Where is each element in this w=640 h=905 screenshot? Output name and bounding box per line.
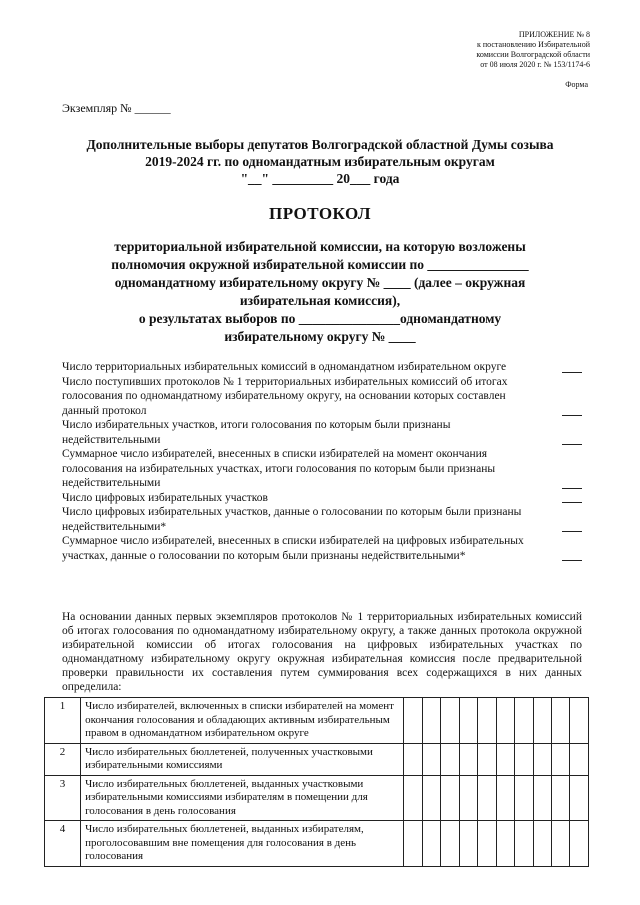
table-row <box>45 743 589 775</box>
digit-cell <box>570 775 589 821</box>
appendix-line: комиссии Волгоградской области <box>476 50 590 59</box>
digit-cell <box>422 743 440 775</box>
digit-cell <box>422 698 440 744</box>
stat-item <box>62 447 582 491</box>
digit-cell <box>404 775 422 821</box>
subtitle-line: избирательному округу № ____ <box>224 329 416 344</box>
appendix-title: ПРИЛОЖЕНИЕ № 8 <box>518 30 590 39</box>
stat-blank <box>562 531 582 532</box>
digit-cell <box>496 821 514 867</box>
digit-cell <box>478 698 496 744</box>
stat-blank <box>562 415 582 416</box>
digit-cell <box>478 775 496 821</box>
table-row <box>45 698 589 744</box>
digit-cell <box>441 698 459 744</box>
digit-cell <box>496 743 514 775</box>
digit-cell <box>459 775 477 821</box>
digit-cell <box>404 698 422 744</box>
subtitle-line: о результатах выборов по _______________одномандатному <box>138 311 502 326</box>
stat-item <box>62 534 582 563</box>
row-label: Число избирательных бюллетеней, выданных участковыми избирательными комиссиями избирателям в помещении для голосования в день голосования <box>81 775 404 821</box>
stat-label: Число цифровых избирательных участков, данные о голосовании по которым были признаны недействительными* <box>62 506 522 533</box>
row-label: Число избирателей, включенных в списки избирателей на момент окончания голосования и обладающих активным избирательным правом в одномандатном избирательном округе <box>81 698 404 744</box>
digit-cell <box>496 775 514 821</box>
stat-label: Число цифровых избирательных участков <box>62 491 268 504</box>
digit-cell <box>515 743 533 775</box>
digit-cell <box>404 743 422 775</box>
stat-label: Число поступивших протоколов № 1 территориальных избирательных комиссий об итогах голосования по одномандатному избирательному округу, на основании которых составлен данный протокол <box>62 375 508 417</box>
stat-blank <box>562 502 582 503</box>
row-number: 1 <box>45 698 81 744</box>
stat-item <box>62 360 582 375</box>
row-number: 4 <box>45 821 81 867</box>
stat-item <box>62 491 582 506</box>
appendix-header <box>400 30 590 70</box>
digit-cell <box>515 775 533 821</box>
digit-cell <box>422 775 440 821</box>
table-row <box>45 775 589 821</box>
digit-cell <box>441 775 459 821</box>
digit-cell <box>570 821 589 867</box>
stat-label: Число избирательных участков, итоги голосования по которым были признаны недействительными <box>62 419 451 446</box>
digit-cell <box>552 698 570 744</box>
digit-cell <box>533 743 551 775</box>
election-title-line: 2019-2024 гг. по одномандатным избирательным округам <box>145 154 495 169</box>
form-label: Форма <box>565 80 588 89</box>
stat-blank <box>562 488 582 489</box>
digit-cell <box>496 698 514 744</box>
subtitle-line: избирательная комиссия), <box>239 293 401 308</box>
digit-cell <box>459 698 477 744</box>
election-title-line: Дополнительные выборы депутатов Волгоградской областной Думы созыва <box>86 137 554 152</box>
protocol-heading: ПРОТОКОЛ <box>268 204 371 223</box>
subtitle-line: полномочия окружной избирательной комиссии по _______________ <box>111 257 529 272</box>
stat-label: Число территориальных избирательных комиссий в одномандатном избирательном округе <box>62 361 507 373</box>
digit-cell <box>552 775 570 821</box>
digit-cell <box>441 821 459 867</box>
stat-item <box>62 418 582 447</box>
digit-cell <box>441 743 459 775</box>
row-number: 3 <box>45 775 81 821</box>
digit-cell <box>515 698 533 744</box>
stat-label: Суммарное число избирателей, внесенных в списки избирателей на цифровых избирательных участках, данные о голосовании по которым были признаны недействительными* <box>62 535 524 562</box>
stat-item <box>62 505 582 534</box>
stat-blank <box>562 560 582 561</box>
digit-cell <box>533 821 551 867</box>
stat-item <box>62 375 582 419</box>
election-title <box>40 136 600 187</box>
summary-stats <box>62 360 582 563</box>
subtitle-line: одномандатному избирательному округу № ____ (далее – окружная <box>114 275 526 290</box>
digit-cell <box>515 821 533 867</box>
digit-cell <box>404 821 422 867</box>
determination-paragraph: На основании данных первых экземпляров протоколов № 1 территориальных избирательных комиссий об итогах голосования по одномандатному избирательному округу, а также данных протокола окружной избирательной комиссии об итогах голосования на цифровых избирательных участках по одномандатному избирательному округу окружная избирательная комиссия после предварительной проверки правильности их составления путем суммирования всех содержащихся в них данных определила: <box>62 611 582 693</box>
stat-blank <box>562 372 582 373</box>
row-label: Число избирательных бюллетеней, полученных участковыми избирательными комиссиями <box>81 743 404 775</box>
results-table <box>44 697 589 867</box>
stat-label: Суммарное число избирателей, внесенных в списки избирателей на момент окончания голосования на избирательных участках, итоги голосования по которым были признаны недействительными <box>62 448 496 489</box>
election-date-line: "__" _________ 20___ года <box>240 171 400 186</box>
row-number: 2 <box>45 743 81 775</box>
digit-cell <box>570 743 589 775</box>
digit-cell <box>459 821 477 867</box>
table-row <box>45 821 589 867</box>
digit-cell <box>459 743 477 775</box>
digit-cell <box>478 743 496 775</box>
digit-cell <box>552 743 570 775</box>
subtitle-line: территориальной избирательной комиссии, на которую возложены <box>114 239 526 254</box>
appendix-line: от 08 июля 2020 г. № 153/1174-6 <box>480 60 590 69</box>
digit-cell <box>552 821 570 867</box>
digit-cell <box>570 698 589 744</box>
digit-cell <box>422 821 440 867</box>
digit-cell <box>533 775 551 821</box>
row-label: Число избирательных бюллетеней, выданных избирателям, проголосовавшим вне помещения для голосования в день голосования <box>81 821 404 867</box>
copy-number-field: Экземпляр № ______ <box>62 101 171 115</box>
stat-blank <box>562 444 582 445</box>
digit-cell <box>533 698 551 744</box>
commission-subtitle <box>40 238 600 346</box>
appendix-line: к постановлению Избирательной <box>477 40 590 49</box>
digit-cell <box>478 821 496 867</box>
